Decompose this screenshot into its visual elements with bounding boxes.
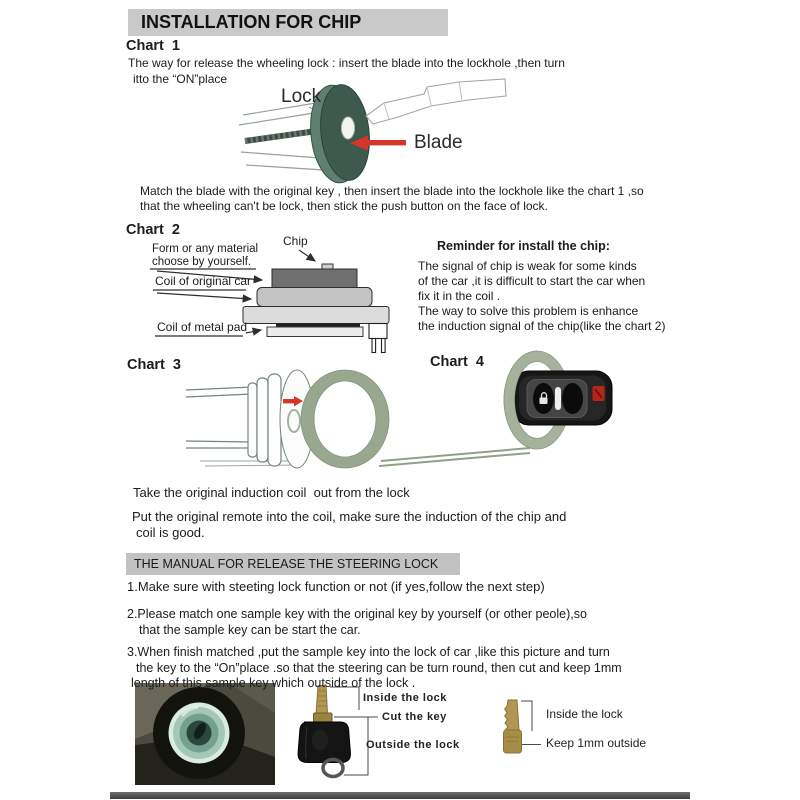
step-2-line1: 2.Please match one sample key with the original key by yourself (or other peole),so [127,607,587,621]
cut-key-sample-photo [504,700,542,753]
chart2-title: Chart 2 [126,222,180,238]
reminder-line2: of the car ,it is difficult to start the car when [418,274,646,288]
chart1-intro-line2: itto the “ON”place [133,72,228,86]
lock-label: Lock [281,86,322,107]
coil-metal-pad-shape [267,327,363,337]
coil-note-line2a: Put the original remote into the coil, make sure the induction of the chip and [132,509,567,524]
form-material-label-line2: choose by yourself. [152,256,252,268]
manual-section-title: THE MANUAL FOR RELEASE THE STEERING LOCK [134,557,439,571]
page-title: INSTALLATION FOR CHIP [141,12,362,32]
chart1-lock-blade-illustration [239,79,506,185]
lockhole [342,117,355,139]
coil-original-car-label: Coil of original car [155,274,252,288]
cut-key-label: Cut the key [382,711,447,723]
unlock-button [562,383,583,414]
remote-key-fob [513,371,612,425]
ignition-lock-photo [135,683,275,785]
coil-metal-pad-label: Coil of metal pad [157,320,248,334]
chart1-intro-line1: The way for release the wheeling lock : insert the blade into the lockhole ,then turn [128,56,565,70]
blade-label: Blade [414,132,463,153]
cylinder-bands [248,374,281,466]
coil-wire [379,448,530,466]
inside-lock-label-2: Inside the lock [546,707,623,721]
key-blade-outline [366,79,506,124]
outside-lock-label: Outside the lock [366,739,460,751]
inside-lock-label-1: Inside the lock [363,692,447,704]
chart3-title: Chart 3 [127,357,181,373]
base-slab [243,307,389,324]
form-material-label-line1: Form or any material [152,243,259,255]
coil-note-line1: Take the original induction coil out from the lock [133,485,410,500]
reminder-line1: The signal of chip is weak for some kinds [418,259,637,273]
connector-prongs [369,324,387,353]
padlock-icon [540,398,548,405]
key-collar [314,713,333,722]
chart4-title: Chart 4 [430,354,484,370]
step-3-line3: length of this sample key which outside of the lock . [131,676,416,690]
lock-body-lines [186,387,252,448]
step-3-line2: the key to the “On”place .so that the steering can be turn round, then cut and keep 1mm [136,661,622,675]
cut-key-blade [505,700,519,730]
keep-1mm-label: Keep 1mm outside [546,736,647,750]
chart4-remote-in-coil-illustration [504,351,612,449]
reminder-line3: fix it in the coil . [418,289,501,303]
page-bottom-rule [110,792,690,799]
chart1-caption-line2: that the wheeling can't be lock, then stick the push button on the face of lock. [140,199,548,213]
measurement-lines [521,701,541,745]
reminder-line5: the induction signal of the chip(like the chart 2) [418,319,666,333]
step-3-line1: 3.When finish matched ,put the sample key into the lock of car ,like this picture and turn [127,645,610,659]
coil-note-line2b: coil is good. [136,525,205,540]
coil-original-car-block [257,288,372,307]
form-material-block [272,269,357,288]
reminder-title: Reminder for install the chip: [437,239,610,253]
manual-section-bar [126,553,460,575]
induction-coil-ring [301,370,389,468]
step-2-line2: that the sample key can be start the car. [139,623,361,637]
chip-label: Chip [283,234,308,248]
page-header-bar [128,9,448,36]
reminder-line4: The way to solve this problem is enhance [418,304,639,318]
step-1: 1.Make sure with steeting lock function or not (if yes,follow the next step) [127,579,545,594]
chart3-coil-removal-illustration [186,370,530,468]
chart1-caption-line1: Match the blade with the original key , then insert the blade into the lockhole like the chart 1 ,so [140,184,644,198]
chart1-title: Chart 1 [126,38,180,54]
